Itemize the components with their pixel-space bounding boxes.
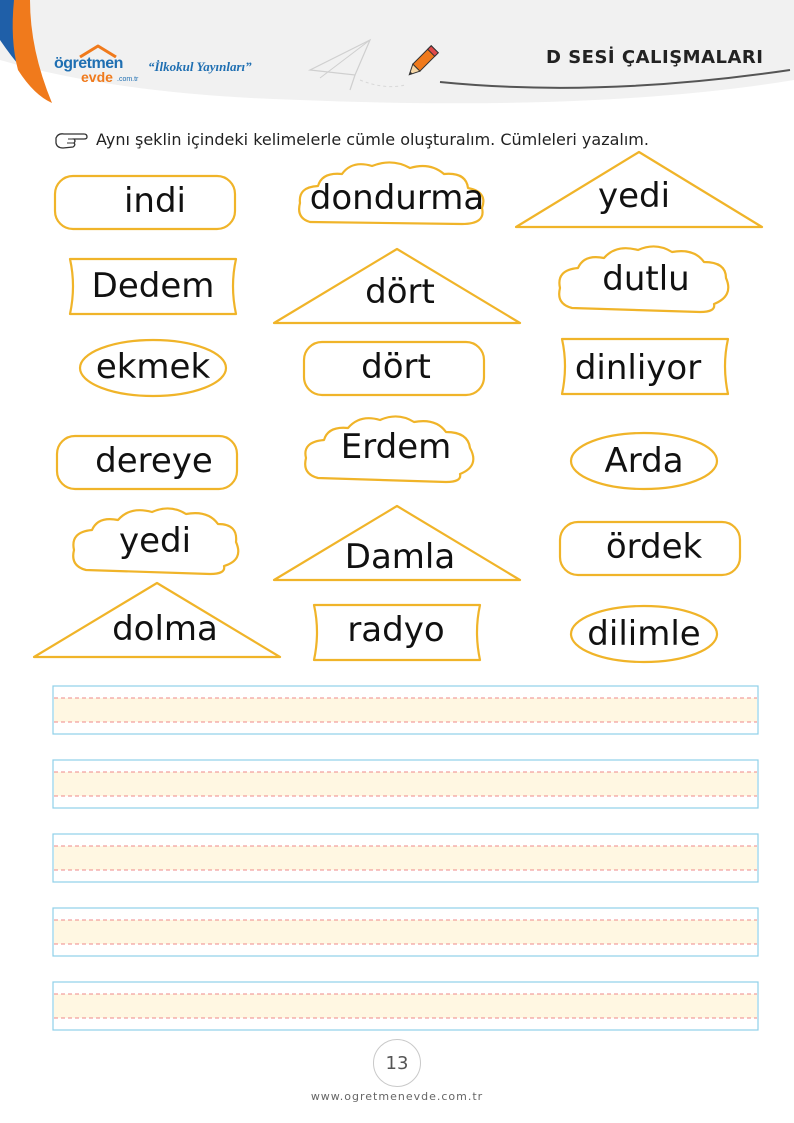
word-label: Erdem — [340, 427, 452, 467]
word-label: ördek — [605, 527, 703, 567]
word-label: dereye — [95, 441, 213, 481]
logo-bottom-text: evde — [81, 69, 113, 85]
word-label: Arda — [604, 441, 684, 481]
word-label: dilimle — [587, 614, 701, 654]
word-label: dutlu — [602, 259, 690, 299]
word-label: dolma — [112, 609, 218, 649]
logo-domain: .com.tr — [117, 76, 139, 83]
word-label: Dedem — [91, 266, 215, 306]
word-label: indi — [123, 181, 187, 221]
page-title: D SESİ ÇALIŞMALARI — [546, 47, 764, 68]
website-url[interactable]: www.ogretmenevde.com.tr — [310, 1090, 484, 1103]
word-label: dört — [361, 347, 431, 387]
word-label: yedi — [597, 176, 671, 216]
slogan: “İlkokul Yayınları” — [148, 59, 252, 74]
word-label: dört — [365, 272, 435, 312]
logo-top-text: ögretmen — [54, 55, 123, 72]
word-label: ekmek — [95, 347, 211, 387]
word-label: dondurma — [309, 178, 485, 218]
instruction-text: Aynı şeklin içindeki kelimelerle cümle oluşturalım. Cümleleri yazalım. — [96, 130, 649, 149]
word-label: Damla — [344, 537, 456, 577]
word-label: radyo — [347, 610, 445, 650]
word-label: yedi — [118, 521, 192, 561]
word-label: dinliyor — [574, 348, 702, 388]
writing-line-group — [53, 686, 758, 1030]
page-number: 13 — [373, 1039, 421, 1087]
